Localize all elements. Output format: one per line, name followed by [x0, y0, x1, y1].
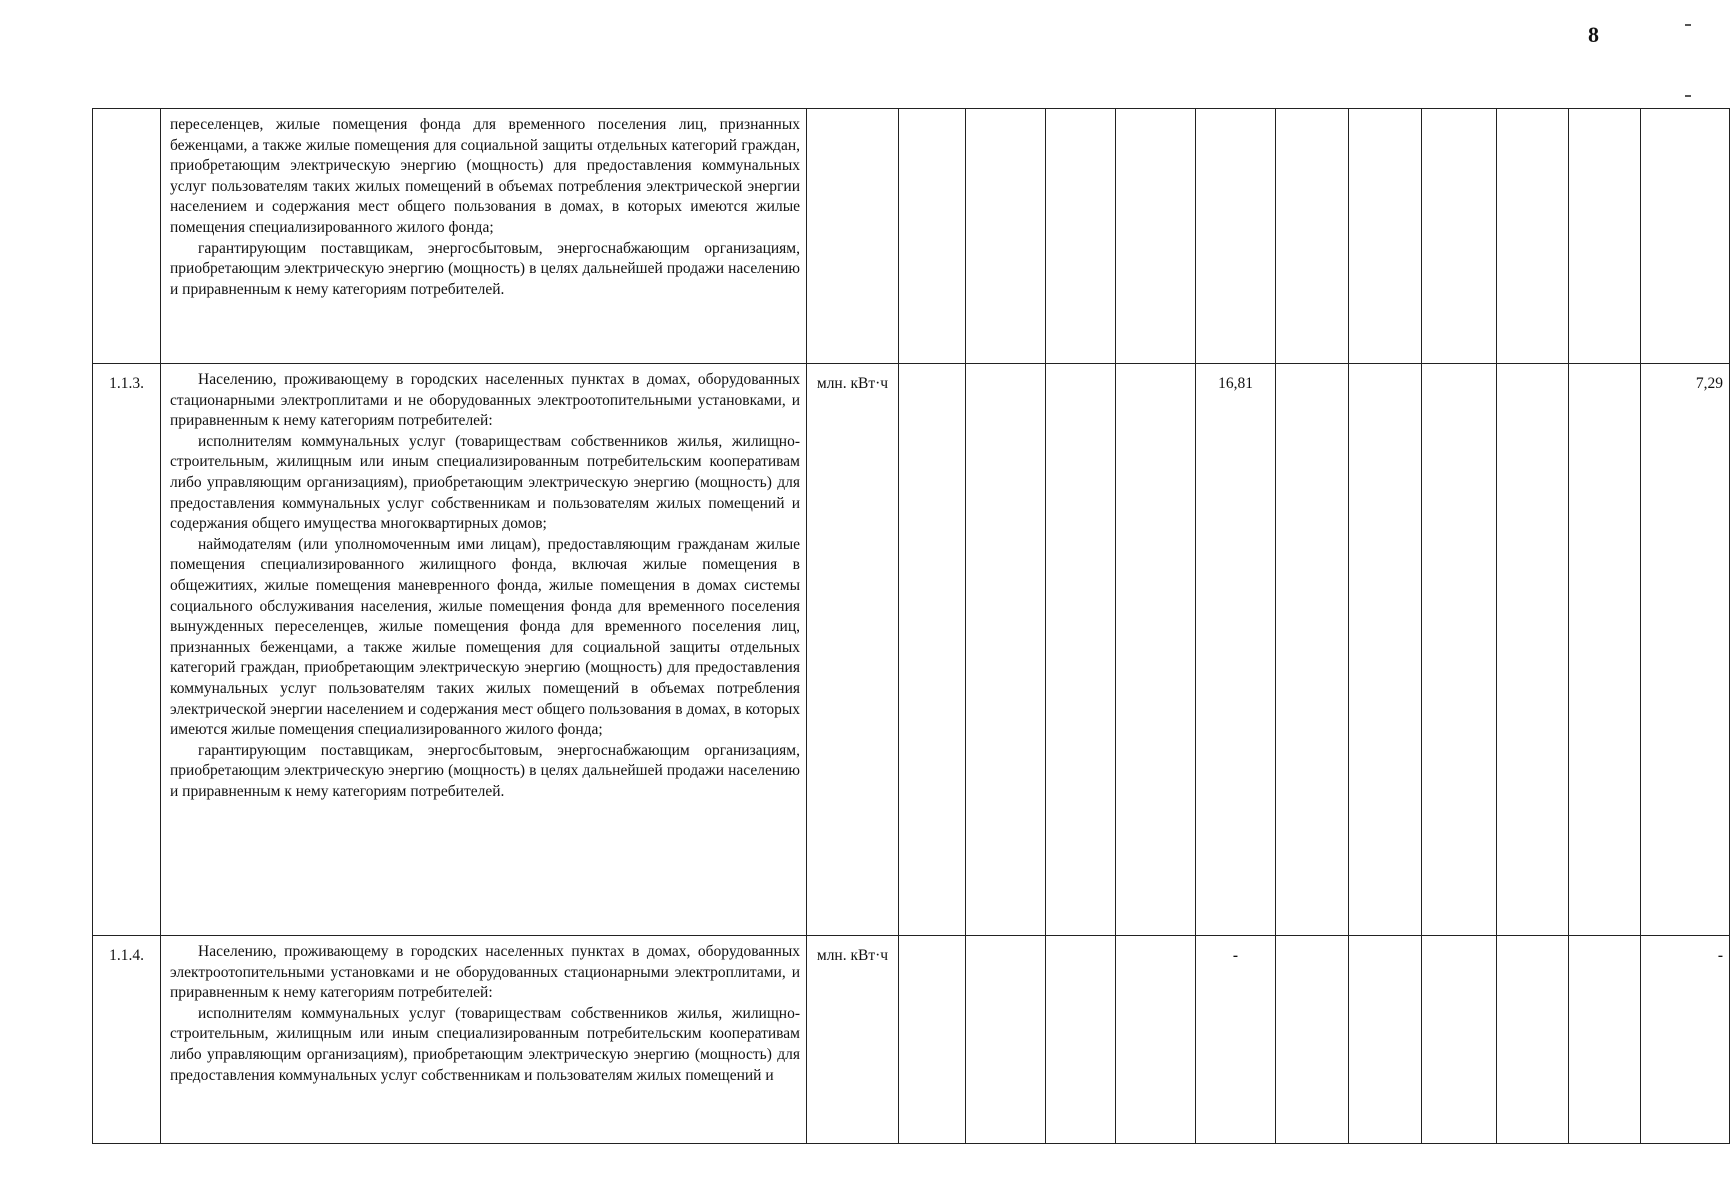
table-row [93, 364, 1730, 936]
scan-edge-mark [1685, 95, 1691, 97]
empty-cell [1497, 109, 1569, 364]
empty-cell [966, 936, 1046, 1144]
empty-cell [1116, 936, 1196, 1144]
empty-cell [1276, 936, 1349, 1144]
paragraph: гарантирующим поставщикам, энергосбытовым, энергоснабжающим организациям, приобретающим электрическую энергию (мощность) в целях дальнейшей продажи населению и приравненным к нему категориям потребителей. [170, 741, 800, 800]
paragraph: исполнителям коммунальных услуг (товариществам собственников жилья, жилищно-строительным, жилищным или иным специализированным потребительским кооперативам либо управляющим организациям), приобретающим электрическую энергию (мощность) для предоставления коммунальных услуг собственникам и пользователям жилых помещений и [170, 1004, 800, 1084]
paragraph: переселенцев, жилые помещения фонда для временного поселения лиц, признанных беженцами, а также жилые помещения для социальной защиты отдельных категорий граждан, приобретающим электрическую энергию (мощность) для предоставления коммунальных услуг пользователям таких жилых помещений в объемах потребления электрической энергии населением и содержания мест общего пользования в домах, в которых имеются жилые помещения специализированного жилого фонда; [170, 116, 800, 236]
row-value-a: 16,81 [1196, 364, 1276, 936]
empty-cell [899, 109, 966, 364]
scan-edge-mark [1685, 24, 1691, 26]
empty-cell [899, 936, 966, 1144]
empty-cell [1116, 364, 1196, 936]
row-description [161, 364, 807, 936]
paragraph: Населению, проживающему в городских населенных пунктах в домах, оборудованных электроотопительными установками и не оборудованных стационарными электроплитами, и приравненным к нему категориям потребителей: [170, 943, 800, 1002]
paragraph: гарантирующим поставщикам, энергосбытовым, энергоснабжающим организациям, приобретающим электрическую энергию (мощность) в целях дальнейшей продажи населению и приравненным к нему категориям потребителей. [170, 239, 800, 298]
row-value-b [1641, 109, 1730, 364]
row-description [161, 936, 807, 1144]
empty-cell [1569, 109, 1641, 364]
empty-cell [1276, 364, 1349, 936]
row-number: 1.1.3. [93, 364, 161, 936]
row-value-b: - [1641, 936, 1730, 1144]
empty-cell [1116, 109, 1196, 364]
empty-cell [1349, 936, 1422, 1144]
row-value-b: 7,29 [1641, 364, 1730, 936]
empty-cell [1569, 936, 1641, 1144]
row-description [161, 109, 807, 364]
empty-cell [966, 109, 1046, 364]
empty-cell [1422, 364, 1497, 936]
empty-cell [1276, 109, 1349, 364]
row-unit: млн. кВт·ч [807, 364, 899, 936]
paragraph: исполнителям коммунальных услуг (товариществам собственников жилья, жилищно-строительным, жилищным или иным специализированным потребительским кооперативам либо управляющим организациям), приобретающим электрическую энергию (мощность) для предоставления коммунальных услуг собственникам и пользователям жилых помещений и содержания общего имущества многоквартирных домов; [170, 432, 800, 533]
empty-cell [1497, 364, 1569, 936]
paragraph: наймодателям (или уполномоченным ими лицам), предоставляющим гражданам жилые помещения специализированного жилищного фонда, включая жилые помещения в общежитиях, жилые помещения маневренного фонда, жилые помещения в домах системы социального обслуживания населения, жилые помещения фонда для временного поселения вынужденных переселенцев, жилые помещения фонда для временного поселения лиц, признанных беженцами, а также жилые помещения для социальной защиты отдельных категорий граждан, приобретающим электрическую энергию (мощность) для предоставления коммунальных услуг пользователям таких жилых помещений в объемах потребления электрической энергии населением и содержания мест общего пользования в домах, в которых имеются жилые помещения специализированного жилого фонда; [170, 535, 800, 739]
empty-cell [1046, 936, 1116, 1144]
row-number: 1.1.4. [93, 936, 161, 1144]
empty-cell [1497, 936, 1569, 1144]
table-row [93, 936, 1730, 1144]
row-unit [807, 109, 899, 364]
empty-cell [1046, 364, 1116, 936]
tariff-table [92, 108, 1730, 1144]
empty-cell [1569, 364, 1641, 936]
empty-cell [1422, 109, 1497, 364]
row-unit: млн. кВт·ч [807, 936, 899, 1144]
row-number [93, 109, 161, 364]
row-value-a: - [1196, 936, 1276, 1144]
empty-cell [899, 364, 966, 936]
row-value-a [1196, 109, 1276, 364]
table-row [93, 109, 1730, 364]
empty-cell [966, 364, 1046, 936]
paragraph: Населению, проживающему в городских населенных пунктах в домах, оборудованных стационарными электроплитами и не оборудованных электроотопительными установками, и приравненным к нему категориям потребителей: [170, 371, 800, 430]
empty-cell [1349, 109, 1422, 364]
empty-cell [1349, 364, 1422, 936]
page-number: 8 [1588, 22, 1599, 47]
empty-cell [1046, 109, 1116, 364]
empty-cell [1422, 936, 1497, 1144]
